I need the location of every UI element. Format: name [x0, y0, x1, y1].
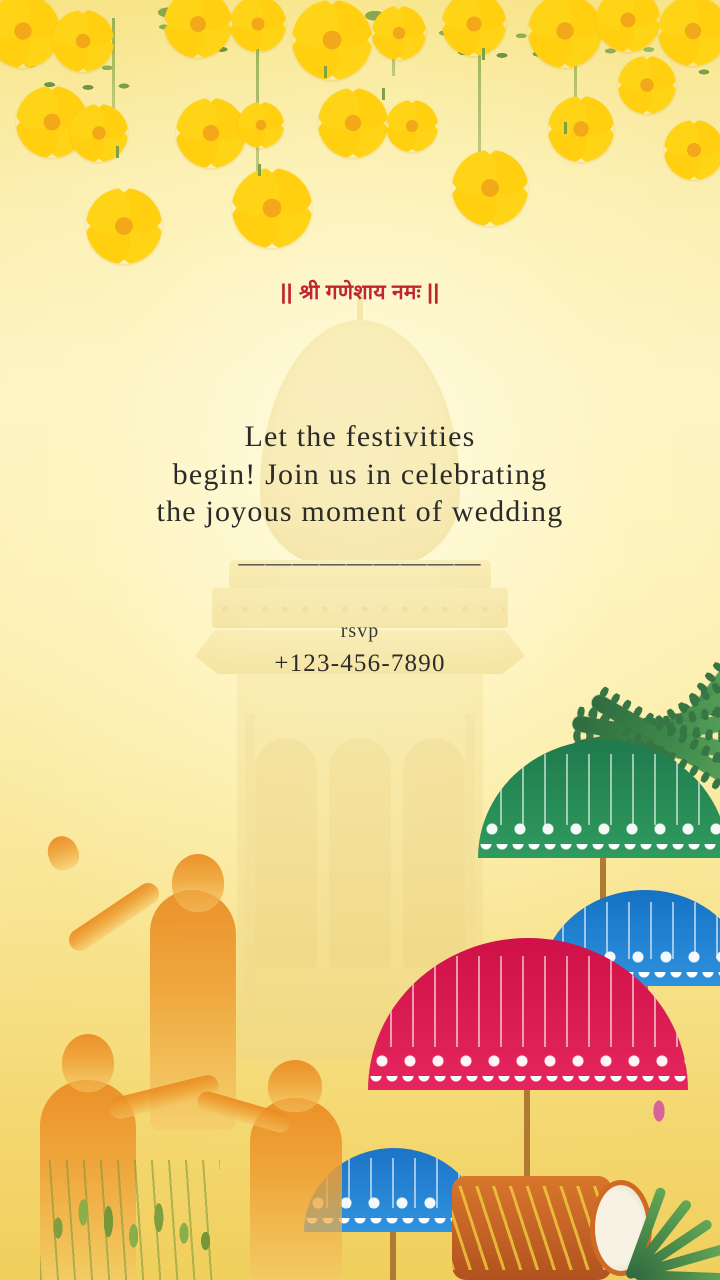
marigold-flower [86, 188, 162, 264]
lotus-flower [312, 30, 342, 68]
dancer-head [172, 854, 224, 912]
dancer-head [268, 1060, 322, 1112]
umbrella-dot-pattern [368, 1048, 688, 1074]
marigold-flower [52, 10, 114, 72]
peacock-feather-fan [564, 1160, 720, 1280]
umbrella-canopy [478, 740, 720, 858]
rsvp-label: rsvp [340, 620, 380, 642]
umbrella-ray-pattern [478, 754, 720, 825]
message-line-1: Let the festivities [244, 420, 476, 453]
umbrella-dot-pattern [478, 816, 720, 842]
lotus-flower [470, 12, 500, 50]
fan-blade [634, 1270, 720, 1280]
marigold-flower [664, 120, 720, 180]
divider-rule: ————————— [238, 548, 482, 577]
marigold-flower [318, 88, 388, 158]
umbrella-scalloped-edge [478, 844, 720, 858]
shrub-foliage [40, 1150, 220, 1280]
dancer-arm [65, 879, 164, 955]
lotus-flower [552, 86, 582, 124]
lotus-flower [104, 110, 134, 148]
invocation-text: || श्री गणेशाय नमः || [280, 281, 440, 304]
marigold-flower [452, 150, 528, 226]
marigold-flower [386, 100, 438, 152]
message-line-3: the joyous moment of wedding [156, 495, 564, 528]
message-line-2: begin! Join us in celebrating [172, 457, 548, 491]
dancer-hand [43, 832, 83, 874]
temple-dot-frieze [215, 598, 505, 620]
marigold-garland [0, 0, 720, 270]
lotus-bud [646, 1094, 672, 1128]
marigold-flower [176, 98, 246, 168]
temple-arch [403, 738, 465, 968]
dancer-head [62, 1034, 114, 1092]
marigold-flower [528, 0, 602, 68]
rsvp-phone-number[interactable]: +123-456-7890 [274, 650, 446, 677]
lotus-flower [246, 128, 276, 166]
umbrella-scalloped-edge [368, 1076, 688, 1090]
umbrella-canopy [368, 938, 688, 1090]
umbrella-ray-pattern [368, 956, 688, 1047]
lotus-flower [370, 52, 400, 90]
marigold-flower [232, 168, 312, 248]
invitation-message [0, 418, 720, 531]
marigold-flower [618, 56, 676, 114]
